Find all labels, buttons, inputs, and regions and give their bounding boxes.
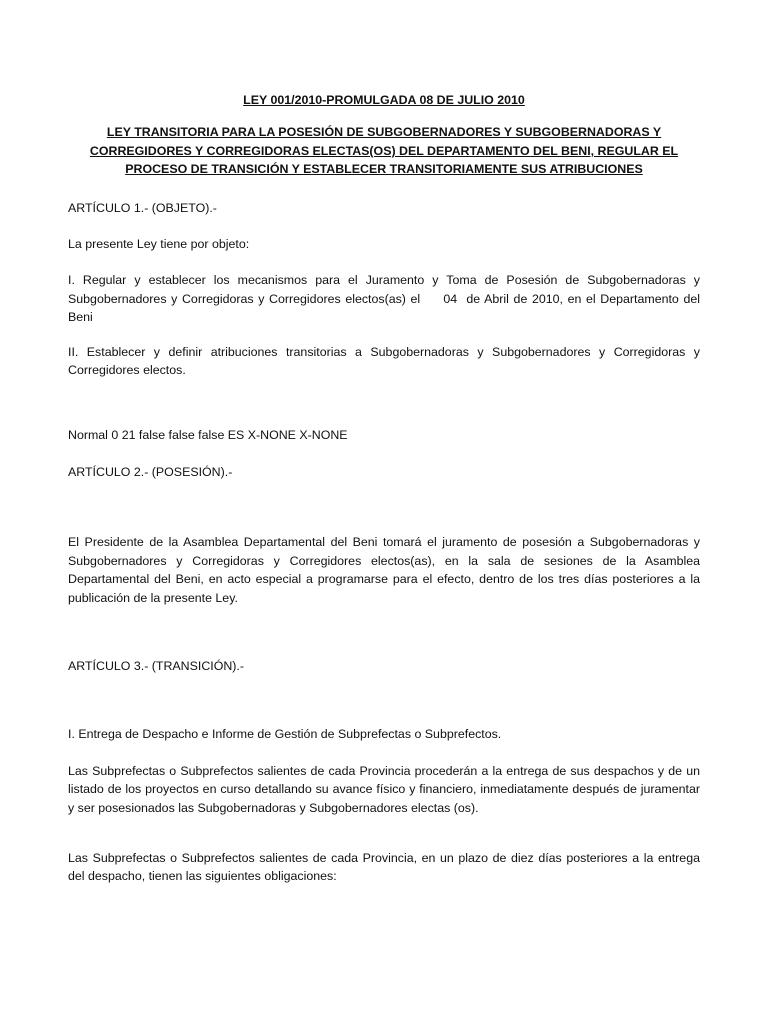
article-2-body: El Presidente de la Asamblea Departamental del Beni tomará el juramento de posesión a Subgobernadoras y Subgobernadores y Corregidoras y Corregidores electos(as), en la sala de sesiones de la Asamblea Departamental del Beni, en acto especial a programarse para el efecto, dentro de los tres días posteriores a la publicación de la presente Ley. <box>68 535 700 605</box>
article-3-heading: ARTÍCULO 3.- (TRANSICIÓN).- <box>68 658 245 673</box>
law-subtitle: LEY TRANSITORIA PARA LA POSESIÓN DE SUBGOBERNADORES Y SUBGOBERNADORAS Y CORREGIDORES Y CORREGIDORAS ELECTAS(OS) DEL DEPARTAMENTO DEL BENI, REGULAR EL PROCESO DE TRANSICIÓN Y ESTABLECER TRANSITORIAMENTE SUS ATRIBUCIONES <box>89 125 679 177</box>
document-body <box>68 91 704 886</box>
law-title: LEY 001/2010-PROMULGADA 08 DE JULIO 2010 <box>243 93 525 107</box>
article-3-section-1: I. Entrega de Despacho e Informe de Gestión de Subprefectas o Subprefectos. <box>68 727 502 742</box>
article-1-item-1: I. Regular y establecer los mecanismos para el Juramento y Toma de Posesión de Subgobernadoras y Subgobernadores y Corregidoras y Corregidores electos(as) el 04 de Abril de 2010, en el Departamento del Beni <box>68 273 704 325</box>
stray-text: Normal 0 21 false false false ES X-NONE X-NONE <box>68 428 348 443</box>
article-1-item-2: II. Establecer y definir atribuciones transitorias a Subgobernadoras y Subgobernadores y Corregidoras y Corregidores electos. <box>68 344 700 378</box>
article-1-intro: La presente Ley tiene por objeto: <box>68 237 250 252</box>
article-2-heading: ARTÍCULO 2.- (POSESIÓN).- <box>68 464 233 479</box>
article-3-paragraph-2: Las Subprefectas o Subprefectos salientes de cada Provincia, en un plazo de diez días posteriores a la entrega del despacho, tienen las siguientes obligaciones: <box>68 850 700 884</box>
article-3-paragraph-1: Las Subprefectas o Subprefectos salientes de cada Provincia procederán a la entrega de sus despachos y de un listado de los proyectos en curso detallando su avance físico y financiero, inmediatamente después de juramentar y ser posesionados las Subgobernadoras y Subgobernadores electas (os). <box>68 763 700 815</box>
article-1-heading: ARTÍCULO 1.- (OBJETO).- <box>68 200 217 215</box>
